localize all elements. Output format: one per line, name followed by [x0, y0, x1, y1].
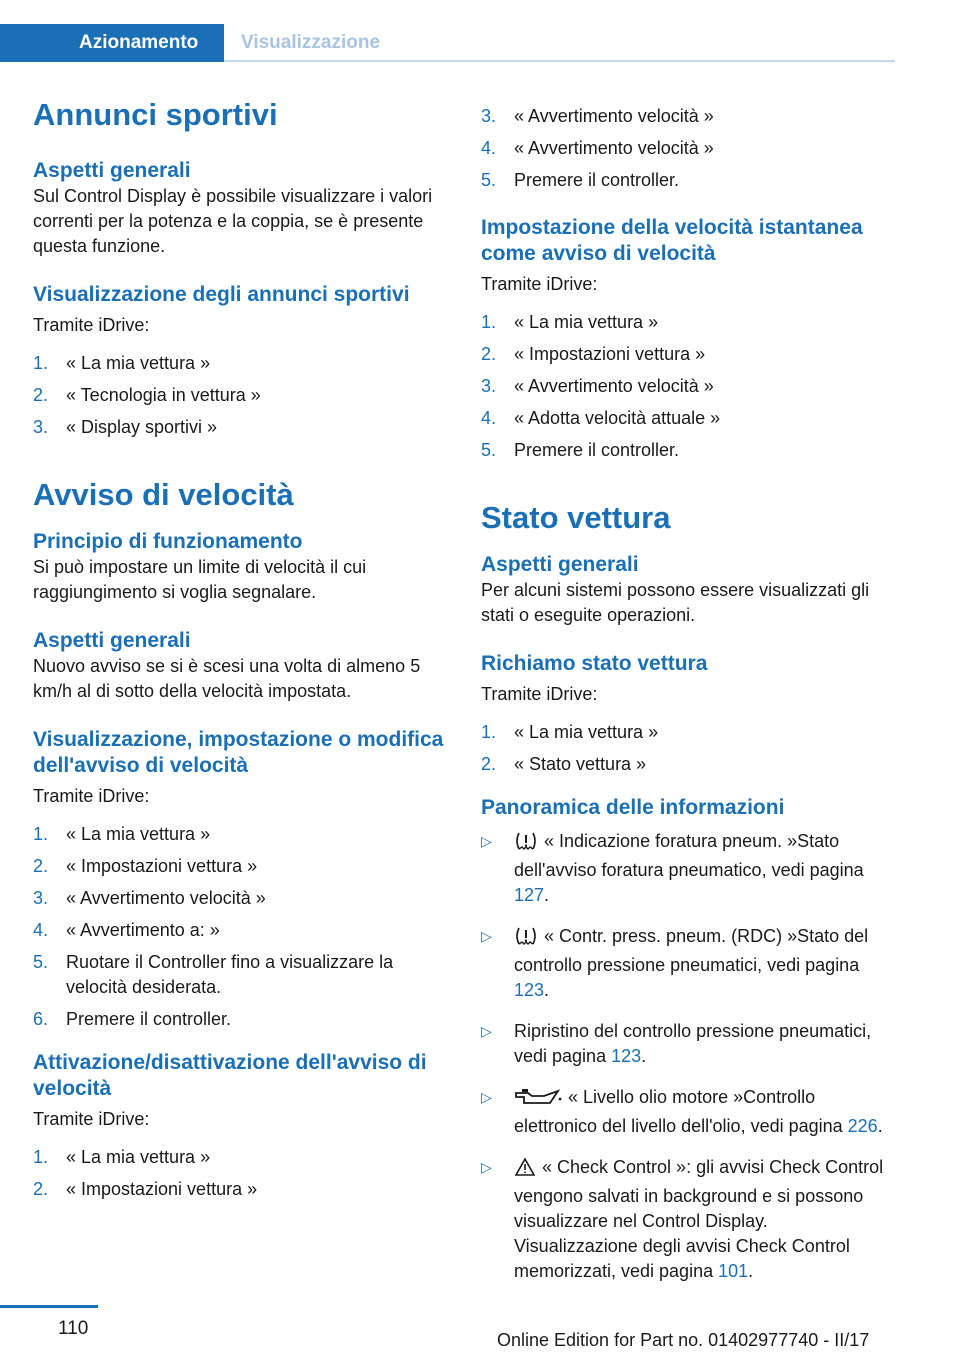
step-number: 2. [33, 385, 49, 405]
bullet-icon: ▷ [481, 928, 492, 944]
list-item [33, 918, 448, 943]
step-text: « Avvertimento velocità » [514, 106, 714, 126]
step-text: « Avvertimento velocità » [514, 376, 714, 396]
paragraph-via-idrive: Tramite iDrive: [33, 315, 150, 335]
step-number: 1. [33, 1147, 49, 1167]
heading-attivazione: Attivazione/disattivazione dell'avviso di velocità [33, 1051, 427, 1100]
page-link[interactable]: 226 [847, 1116, 878, 1136]
right-column [481, 96, 896, 1300]
heading-impostazione-avviso: Visualizzazione, impostazione o modifica dell'avviso di velocità [33, 728, 444, 777]
step-number: 2. [481, 754, 497, 774]
header-divider [224, 60, 895, 62]
heading-aspetti-generali: Aspetti generali [33, 159, 191, 182]
list-item [33, 854, 448, 879]
section-title-annunci-sportivi: Annunci sportivi [33, 97, 278, 132]
steps-list-toggle [33, 1145, 448, 1202]
bullet-icon: ▷ [481, 833, 492, 849]
paragraph-principio: Si può impostare un limite di velocità il cui raggiungimento si voglia segnalare. [33, 557, 367, 602]
step-text: « La mia vettura » [66, 353, 211, 373]
step-number: 4. [481, 138, 497, 158]
page-link[interactable]: 123 [514, 980, 545, 1000]
page-link[interactable]: 127 [514, 885, 545, 905]
step-text: Premere il controller. [514, 170, 680, 190]
info-text-end: . [877, 1116, 883, 1136]
page-number: 110 [58, 1318, 89, 1339]
step-number: 4. [481, 408, 497, 428]
section-title-stato-vettura: Stato vettura [481, 500, 671, 535]
tab-visualizzazione[interactable]: Visualizzazione [241, 32, 381, 53]
step-text: Premere il controller. [66, 1009, 232, 1029]
list-item [33, 1145, 448, 1170]
step-number: 1. [33, 824, 49, 844]
step-number: 1. [481, 722, 497, 742]
heading-visualizzazione-annunci: Visualizzazione degli annunci sportivi [33, 283, 410, 306]
step-number: 3. [481, 376, 497, 396]
edition-note: Online Edition for Part no. 01402977740 - II/17 [497, 1330, 870, 1350]
tire-warning-icon [514, 926, 538, 953]
step-number: 5. [481, 170, 497, 190]
step-number: 2. [33, 1179, 49, 1199]
tire-warning-icon [514, 831, 538, 858]
info-item [481, 1019, 896, 1069]
bullet-icon: ▷ [481, 1089, 492, 1105]
list-item [33, 950, 448, 1000]
info-item [481, 1085, 896, 1139]
step-text: « Avvertimento velocità » [514, 138, 714, 158]
heading-panoramica: Panoramica delle informazioni [481, 796, 785, 819]
info-item [481, 829, 896, 908]
list-item [33, 886, 448, 911]
page-header [0, 24, 895, 62]
step-text: « La mia vettura » [514, 312, 659, 332]
info-text-end: . [544, 980, 550, 1000]
list-item [481, 342, 896, 367]
list-item [481, 104, 896, 129]
heading-aspetti-generali-2: Aspetti generali [33, 629, 191, 652]
info-item [481, 924, 896, 1003]
info-text: « Livello olio motore »Controllo elettronico del livello dell'olio, vedi pagina [514, 1087, 848, 1136]
info-text: « Check Control »: gli avvisi Check Control vengono salvati in background e si possono visualizzare nel Control Display. Visualizzazione degli avvisi Check Control memorizzati, vedi pagina [514, 1157, 884, 1281]
step-text: « La mia vettura » [514, 722, 659, 742]
list-item [481, 752, 896, 777]
paragraph-via-idrive-5: Tramite iDrive: [481, 684, 598, 704]
list-item [481, 310, 896, 335]
list-item [33, 822, 448, 847]
info-text: « Contr. press. pneum. (RDC) »Stato del controllo pressione pneumatici, vedi pagina [514, 926, 869, 975]
heading-richiamo: Richiamo stato vettura [481, 652, 708, 675]
paragraph-general-2: Nuovo avviso se si è scesi una volta di almeno 5 km/h al di sotto della velocità impostata. [33, 656, 421, 701]
steps-list-continued [481, 104, 896, 193]
step-text: « Impostazioni vettura » [66, 1179, 258, 1199]
info-item [481, 1155, 896, 1284]
steps-list-sport [33, 351, 448, 440]
step-number: 6. [33, 1009, 49, 1029]
step-number: 2. [481, 344, 497, 364]
heading-principio: Principio di funzionamento [33, 530, 303, 553]
list-item [33, 1007, 448, 1032]
paragraph-via-idrive-2: Tramite iDrive: [33, 786, 150, 806]
list-item [481, 136, 896, 161]
step-text: « La mia vettura » [66, 1147, 211, 1167]
list-item [33, 415, 448, 440]
list-item [33, 351, 448, 376]
paragraph-via-idrive-3: Tramite iDrive: [33, 1109, 150, 1129]
step-number: 5. [33, 952, 49, 972]
step-text: « Stato vettura » [514, 754, 647, 774]
step-text: Ruotare il Controller fino a visualizzare la velocità desiderata. [66, 952, 394, 997]
step-text: « La mia vettura » [66, 824, 211, 844]
step-text: « Impostazioni vettura » [66, 856, 258, 876]
paragraph-general-3: Per alcuni sistemi possono essere visualizzati gli stati o eseguite operazioni. [481, 580, 870, 625]
info-text-end: . [544, 885, 550, 905]
list-item [33, 1177, 448, 1202]
step-text: « Tecnologia in vettura » [66, 385, 261, 405]
info-text: « Indicazione foratura pneum. »Stato dell'avviso foratura pneumatico, vedi pagina [514, 831, 864, 880]
paragraph-via-idrive-4: Tramite iDrive: [481, 274, 598, 294]
tab-azionamento[interactable]: Azionamento [0, 24, 224, 62]
step-number: 3. [33, 888, 49, 908]
list-item [481, 438, 896, 463]
step-text: « Avvertimento velocità » [66, 888, 266, 908]
heading-velocita-istantanea: Impostazione della velocità istantanea come avviso di velocità [481, 216, 863, 265]
info-text-end: . [748, 1261, 754, 1281]
left-column [33, 96, 448, 1209]
step-number: 1. [33, 353, 49, 373]
steps-list-current [481, 310, 896, 463]
page-link[interactable]: 101 [718, 1261, 749, 1281]
steps-list-status [481, 720, 896, 777]
info-list [481, 829, 896, 1284]
heading-aspetti-generali-3: Aspetti generali [481, 553, 639, 576]
paragraph-general: Sul Control Display è possibile visualizzare i valori correnti per la potenza e la coppia, se è presente questa funzione. [33, 186, 433, 256]
warning-triangle-icon [514, 1157, 536, 1184]
footer-divider [0, 1305, 98, 1308]
page-link[interactable]: 123 [611, 1046, 642, 1066]
list-item [481, 406, 896, 431]
step-text: « Avvertimento a: » [66, 920, 220, 940]
oil-can-icon [514, 1087, 562, 1114]
step-number: 3. [33, 417, 49, 437]
step-number: 4. [33, 920, 49, 940]
step-number: 1. [481, 312, 497, 332]
bullet-icon: ▷ [481, 1023, 492, 1039]
step-number: 5. [481, 440, 497, 460]
step-text: « Display sportivi » [66, 417, 218, 437]
list-item [481, 720, 896, 745]
info-text: Ripristino del controllo pressione pneumatici, vedi pagina [514, 1021, 872, 1066]
step-text: Premere il controller. [514, 440, 680, 460]
step-text: « Impostazioni vettura » [514, 344, 706, 364]
step-number: 3. [481, 106, 497, 126]
list-item [481, 168, 896, 193]
step-text: « Adotta velocità attuale » [514, 408, 721, 428]
steps-list-speed [33, 822, 448, 1032]
info-text-end: . [641, 1046, 647, 1066]
list-item [481, 374, 896, 399]
section-title-avviso-velocita: Avviso di velocità [33, 477, 294, 512]
list-item [33, 383, 448, 408]
step-number: 2. [33, 856, 49, 876]
bullet-icon: ▷ [481, 1159, 492, 1175]
